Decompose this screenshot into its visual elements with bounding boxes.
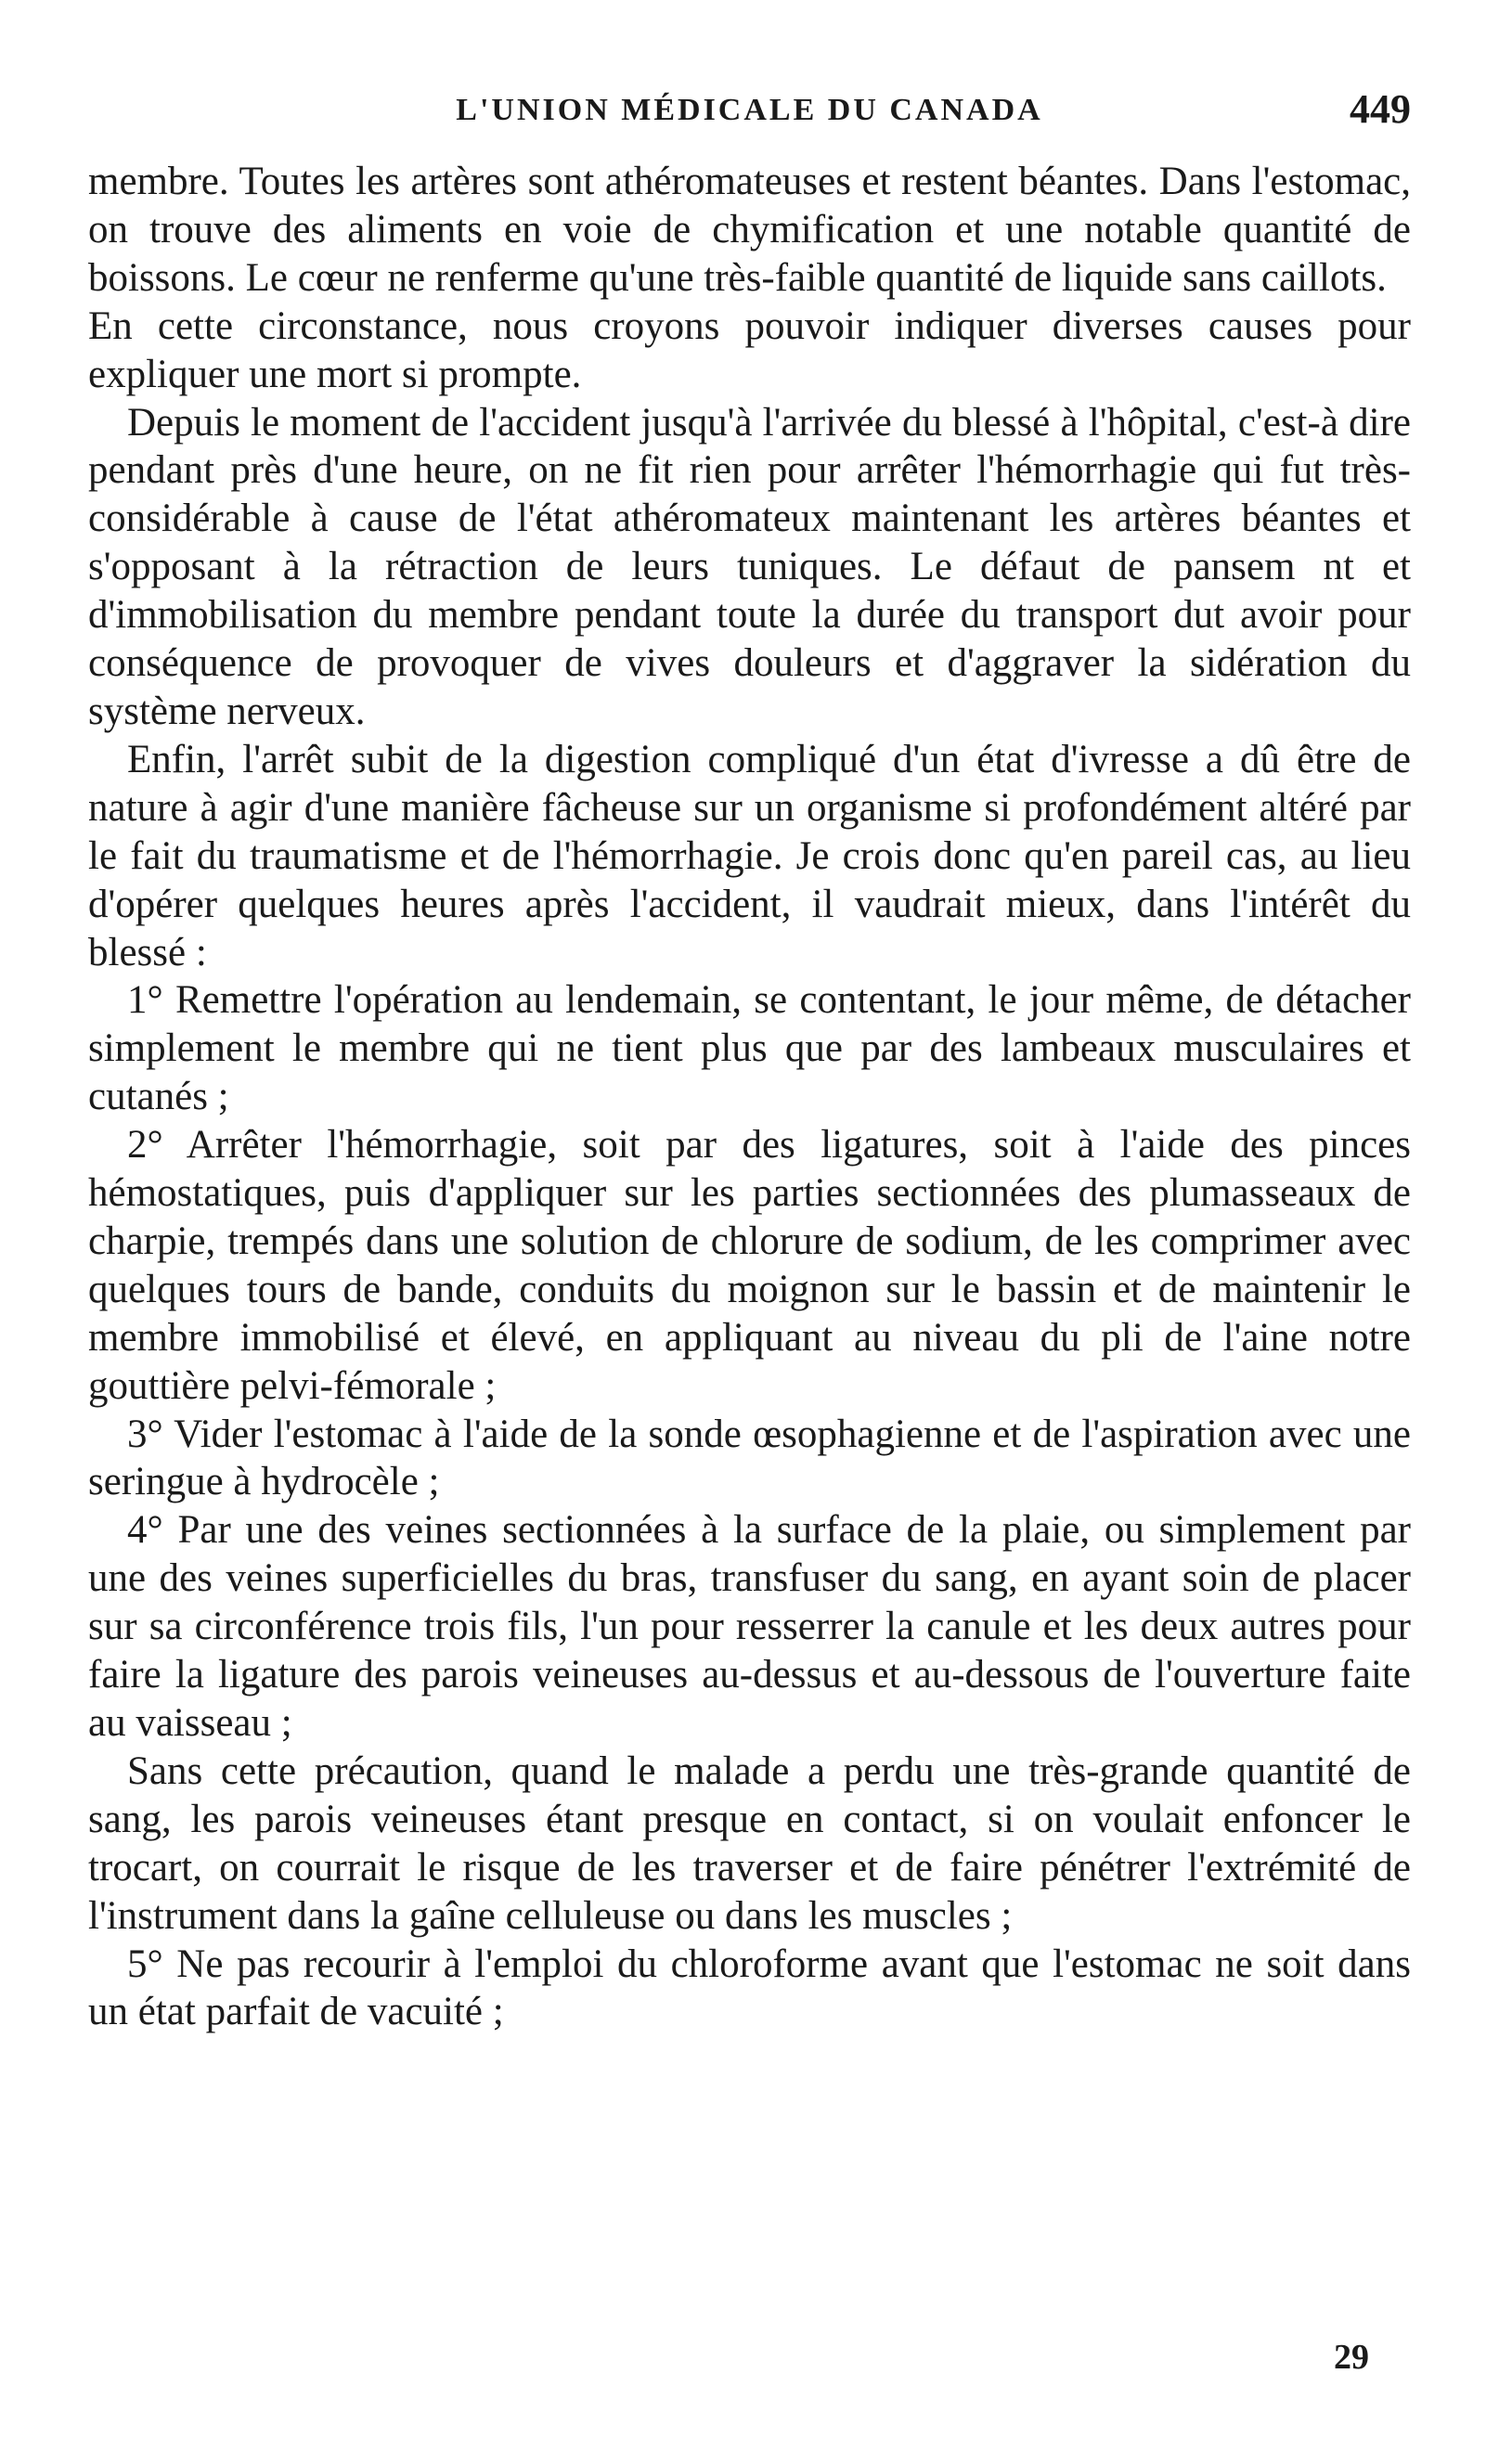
running-head bbox=[88, 82, 1411, 137]
running-title: L'UNION MÉDICALE DU CANADA bbox=[456, 93, 1043, 127]
page-number: 449 bbox=[1350, 86, 1411, 132]
signature-mark: 29 bbox=[1334, 2338, 1369, 2377]
numbered-paragraph-5: 5° Ne pas recourir à l'emploi du chloroforme avant que l'estomac ne soit dans un état parfait de vacuité ; bbox=[88, 1942, 1411, 2034]
paragraph: membre. Toutes les artères sont athéromateuses et restent béantes. Dans l'estomac, on trouve des aliments en voie de chymification et une notable quantité de boissons. Le cœur ne renferme qu'une très-faible quantité de liquide sans caillots. bbox=[88, 160, 1411, 300]
body-text bbox=[88, 158, 1411, 2036]
numbered-paragraph-2: 2° Arrêter l'hémorrhagie, soit par des ligatures, soit à l'aide des pinces hémostatiques, puis d'appliquer sur les parties sectionnées des plumasseaux de charpie, trempés dans une solution de chlorure de sodium, de les comprimer avec quelques tours de bande, conduits du moignon sur le bassin et de maintenir le membre immobilisé et élevé, en appliquant au niveau du pli de l'aine notre gouttière pelvi-fémorale ; bbox=[88, 1123, 1411, 1408]
paragraph: Enfin, l'arrêt subit de la digestion compliqué d'un état d'ivresse a dû être de nature à agir d'une manière fâcheuse sur un organisme si profondément altéré par le fait du traumatisme et de l'hémorrhagie. Je crois donc qu'en pareil cas, au lieu d'opérer quelques heures après l'accident, il vaudrait mieux, dans l'intérêt du blessé : bbox=[88, 737, 1411, 974]
paragraph: Depuis le moment de l'accident jusqu'à l'arrivée du blessé à l'hôpital, c'est-à dire pendant près d'une heure, on ne fit rien pour arrêter l'hémorrhagie qui fut très-considérable à cause de l'état athéromateux maintenant les artères béantes et s'opposant à la rétraction de leurs tuniques. Le défaut de pansem nt et d'immobilisation du membre pendant toute la durée du transport dut avoir pour conséquence de provoquer de vives douleurs et d'aggraver la sidération du système nerveux. bbox=[88, 400, 1411, 733]
paragraph: Sans cette précaution, quand le malade a perdu une très-grande quantité de sang, les parois veineuses étant presque en contact, si on voulait enfoncer le trocart, on courrait le risque de les traverser et de faire pénétrer l'extrémité de l'instrument dans la gaîne celluleuse ou dans les muscles ; bbox=[88, 1748, 1411, 1938]
numbered-paragraph-3: 3° Vider l'estomac à l'aide de la sonde œsophagienne et de l'aspiration avec une seringue à hydrocèle ; bbox=[88, 1412, 1411, 1504]
numbered-paragraph-1: 1° Remettre l'opération au lendemain, se contentant, le jour même, de détacher simplement le membre qui ne tient plus que par des lambeaux musculaires et cutanés ; bbox=[88, 978, 1411, 1119]
book-page bbox=[88, 82, 1411, 2036]
numbered-paragraph-4: 4° Par une des veines sectionnées à la surface de la plaie, ou simplement par une des veines superficielles du bras, transfuser du sang, en ayant soin de placer sur sa circonférence trois fils, l'un pour resserrer la canule et les deux autres pour faire la ligature des parois veineuses au-dessus et au-dessous de l'ouverture faite au vaisseau ; bbox=[88, 1508, 1411, 1745]
paragraph: En cette circonstance, nous croyons pouvoir indiquer diverses causes pour expliquer une mort si prompte. bbox=[88, 303, 1411, 396]
